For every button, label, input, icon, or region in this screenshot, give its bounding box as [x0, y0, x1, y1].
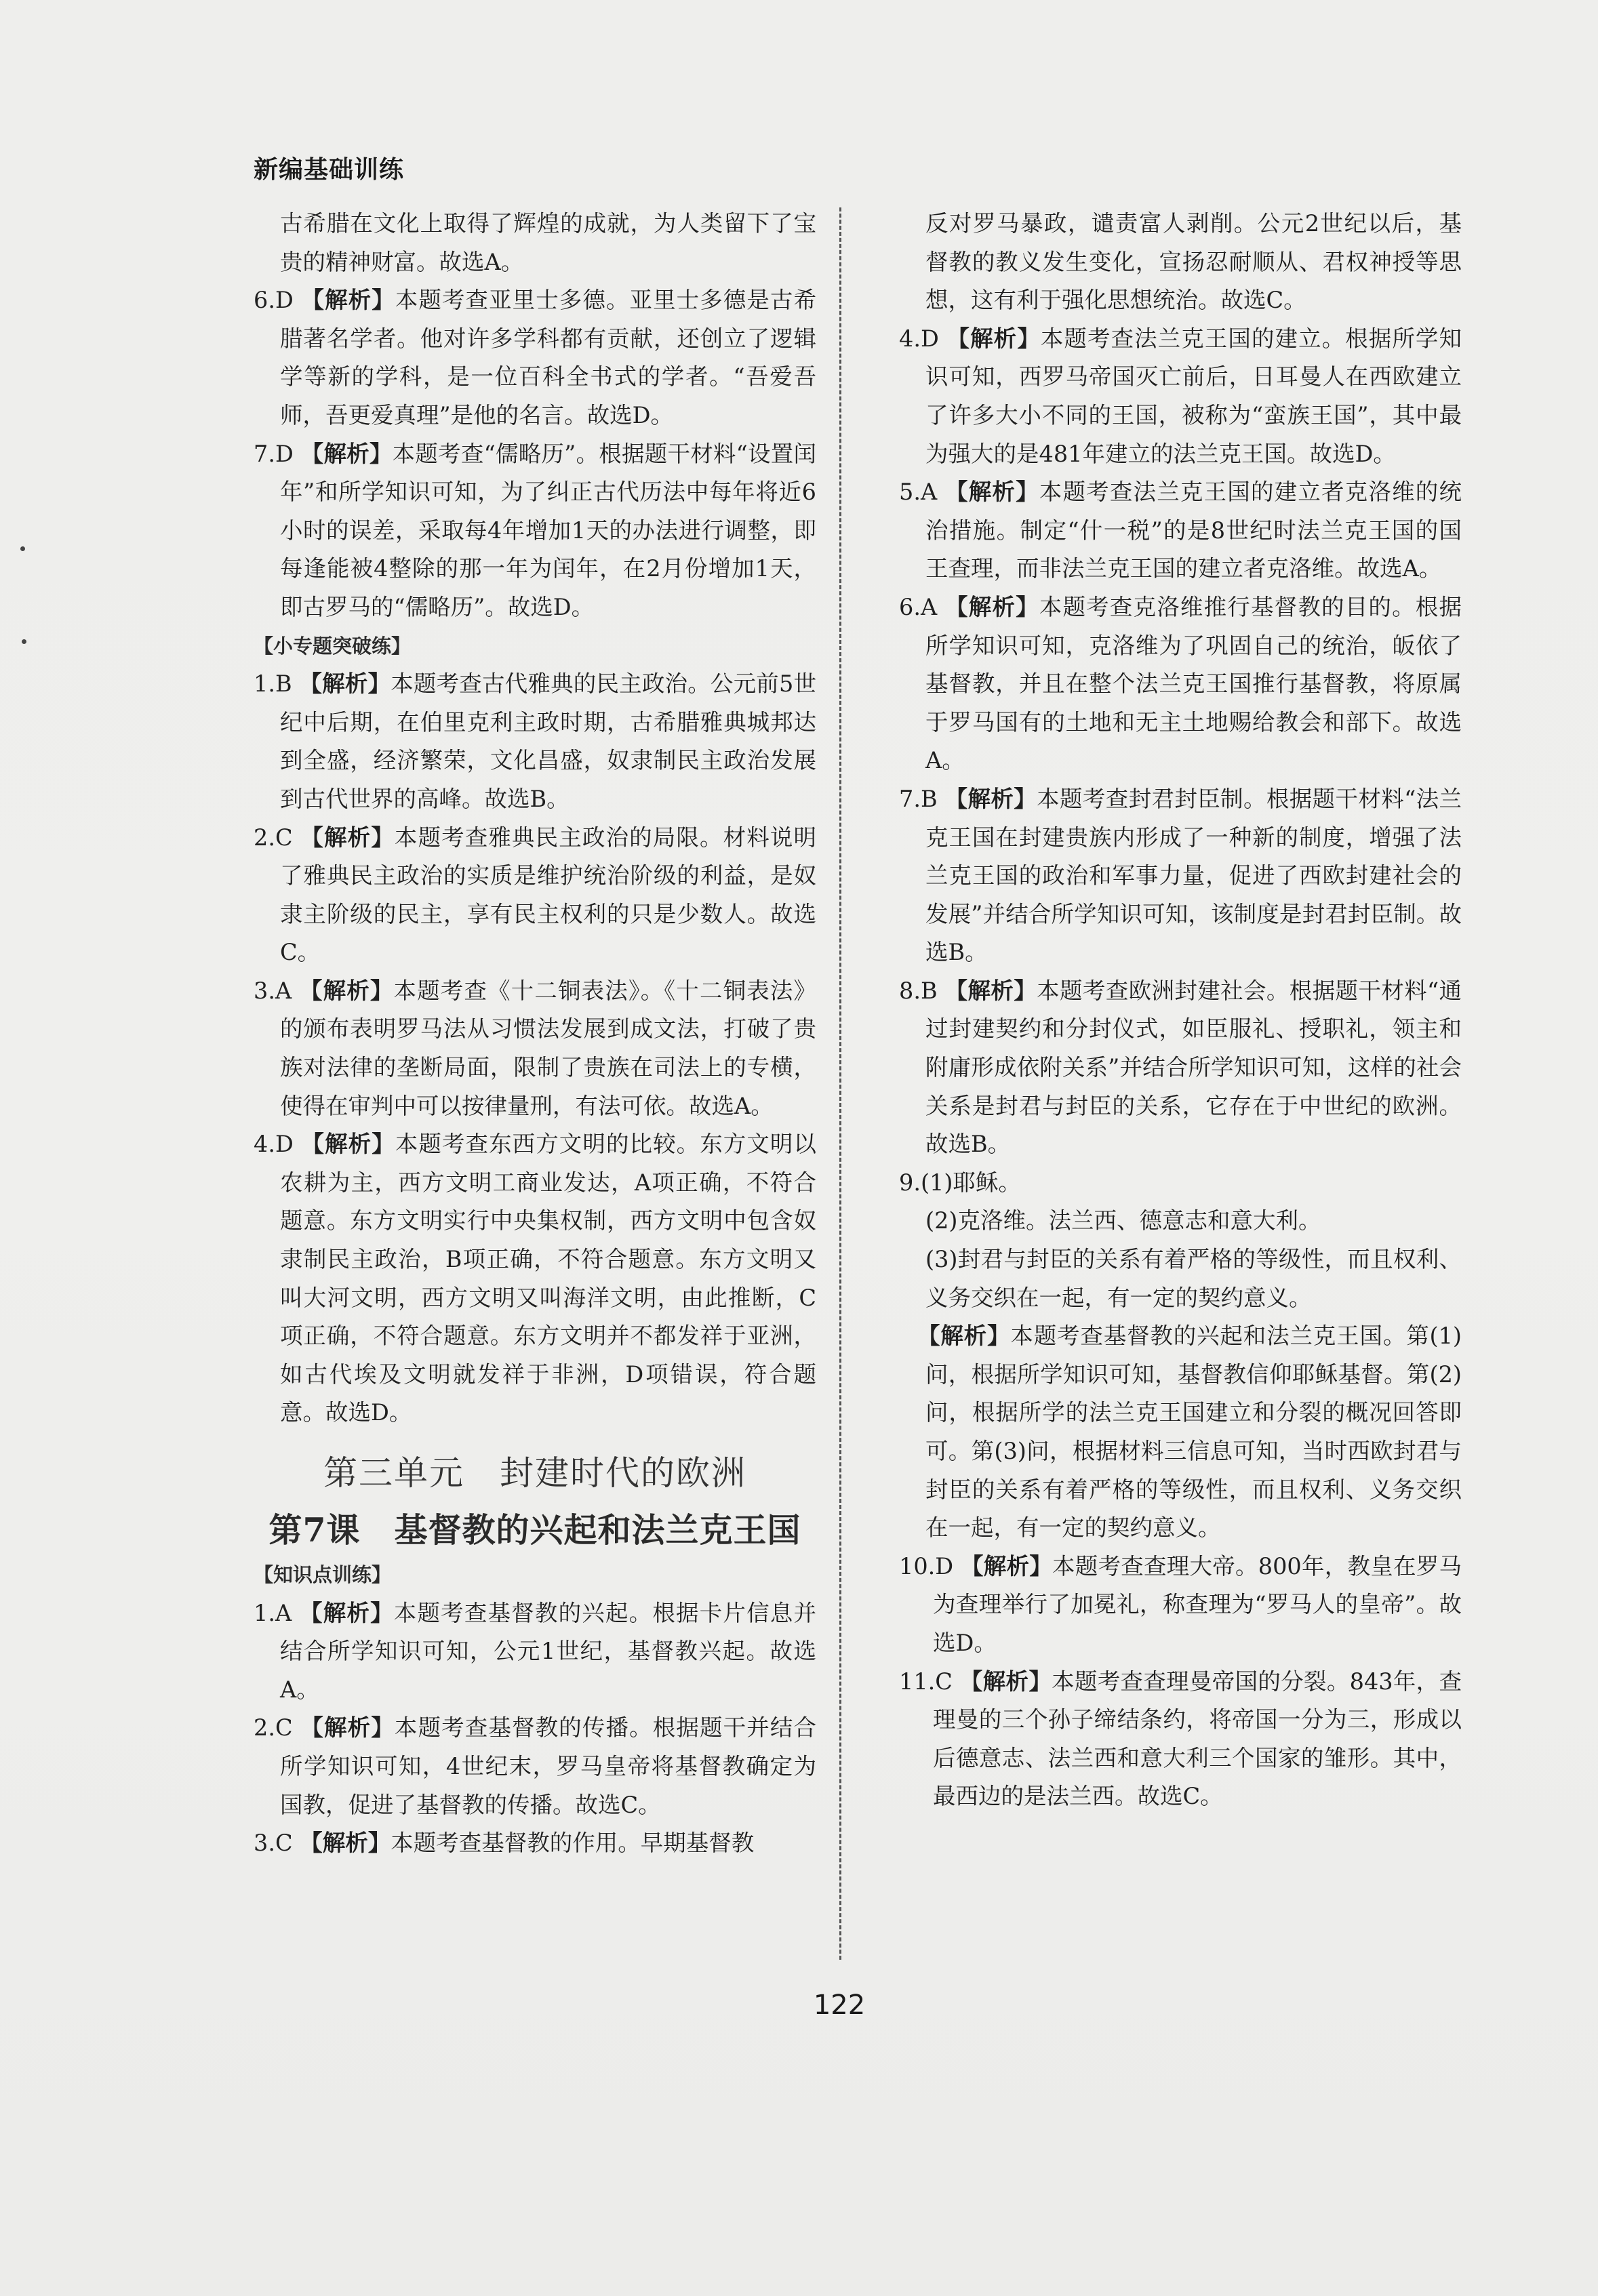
answer-number: 7.D [254, 440, 294, 467]
answer-item [899, 972, 1462, 1164]
answer-text: 本题考查雅典民主政治的局限。材料说明了雅典民主政治的实质是维护统治阶级的利益，是奴隶主阶级的民主，享有民主权利的只是少数人。故选C。 [280, 824, 817, 966]
answer-text: 本题考查查理曼帝国的分裂。843年，查理曼的三个孙子缔结条约，将帝国一分为三，形成以后德意志、法兰西和意大利三个国家的雏形。其中，最西边的是法兰西。故选C。 [933, 1668, 1462, 1810]
answer-text: 本题考查亚里士多德。亚里士多德是古希腊著名学者。他对许多学科都有贡献，还创立了逻辑学等新的学科，是一位百科全书式的学者。“吾爱吾师，吾更爱真理”是他的名言。故选D。 [280, 287, 816, 428]
answer-number: 2.C [254, 824, 293, 851]
answer-item [254, 665, 816, 818]
analysis-tag: 【解析】 [300, 1714, 395, 1741]
analysis-tag: 【解析】 [945, 593, 1039, 620]
answer-number: 6.A [899, 593, 938, 620]
answer-item [899, 780, 1462, 972]
answer-number: 5.A [899, 479, 938, 506]
analysis-tag: 【解析】 [944, 977, 1037, 1004]
scan-speck [20, 546, 25, 551]
answer-text: 本题考查东西方文明的比较。东方文明以农耕为主，西方文明工商业发达，A项正确，不符合题意。东方文明实行中央集权制，西方文明中包含奴隶制民主政治，B项正确，不符合题意。东方文明又叫大河文明，西方文明又叫海洋文明，由此推断，C项正确，不符合题意。东方文明并不都发祥于亚洲，如古代埃及文明就发祥于非洲，D项错误，符合题意。故选D。 [280, 1131, 816, 1426]
section-label-special-topic: 【小专题突破练】 [254, 634, 412, 658]
analysis-tag: 【解析】 [300, 440, 393, 467]
lesson-title: 第7课 基督教的兴起和法兰克王国 [268, 1510, 801, 1550]
analysis-tag: 【解析】 [961, 1552, 1053, 1579]
answer-item [254, 1594, 816, 1710]
answer-item [254, 819, 816, 972]
column-divider [839, 207, 841, 1960]
answer-number: 1.A [254, 1599, 292, 1626]
answer-number: 3.A [254, 977, 292, 1004]
answer-text: 本题考查法兰克王国的建立。根据所学知识可知，西罗马帝国灭亡前后，日耳曼人在西欧建立了许多大小不同的王国，被称为“蛮族王国”，其中最为强大的是481年建立的法兰克王国。故选D。 [925, 325, 1462, 467]
answer-number: 4.D [254, 1131, 294, 1158]
answer-text: 本题考查查理大帝。800年，教皇在罗马为查理举行了加冕礼，称查理为“罗马人的皇帝”。故选D。 [933, 1552, 1462, 1656]
book-title: 新编基础训练 [254, 156, 405, 184]
section-label-knowledge: 【知识点训练】 [254, 1563, 392, 1586]
answer-text: 本题考查欧洲封建社会。根据题干材料“通过封建契约和分封仪式，如臣服礼、授职礼，领主和附庸形成依附关系”并结合所学知识可知，这样的社会关系是封君与封臣的关系，它存在于中世纪的欧洲。故选B。 [925, 977, 1462, 1158]
answer-number: 6.D [254, 287, 294, 314]
analysis-tag: 【解析】 [300, 1599, 394, 1626]
analysis-tag: 【解析】 [917, 1323, 1011, 1350]
continued-text: 反对罗马暴政，谴责富人剥削。公元2世纪以后，基督教的教义发生变化，宣扬忍耐顺从、君权神授等思想，这有利于强化思想统治。故选C。 [925, 210, 1462, 314]
sub-answer: (1)耶稣。 [920, 1169, 1021, 1196]
answer-item [254, 1824, 816, 1863]
analysis-tag: 【解析】 [946, 325, 1041, 352]
analysis-tag: 【解析】 [301, 1131, 395, 1158]
analysis-tag: 【解析】 [300, 824, 395, 851]
answer-item [899, 473, 1462, 588]
analysis-tag: 【解析】 [299, 670, 391, 698]
unit-title: 第三单元 封建时代的欧洲 [323, 1453, 746, 1493]
answer-item [899, 1663, 1462, 1816]
analysis-tag: 【解析】 [944, 785, 1037, 812]
answer-text: 本题考查古代雅典的民主政治。公元前5世纪中后期，在伯里克利主政时期，古希腊雅典城邦达到全盛，经济繁荣，文化昌盛，奴隶制民主政治发展到古代世界的高峰。故选B。 [280, 670, 816, 812]
analysis-tag: 【解析】 [299, 977, 394, 1004]
answer-number: 10.D [899, 1552, 954, 1579]
answer-text: 本题考查克洛维推行基督教的目的。根据所学知识可知，克洛维为了巩固自己的统治，皈依了基督教，并且在整个法兰克王国推行基督教，将原属于罗马国有的土地和无主土地赐给教会和部下。故选A。 [925, 593, 1462, 774]
answer-item [899, 588, 1462, 780]
answer-number: 8.B [899, 977, 938, 1004]
answer-number: 9. [899, 1169, 921, 1196]
answer-text: 本题考查法兰克王国的建立者克洛维的统治措施。制定“什一税”的是8世纪时法兰克王国的国王查理，而非法兰克王国的建立者克洛维。故选A。 [925, 479, 1462, 582]
sub-answer: (3)封君与封臣的关系有着严格的等级性，而且权利、义务交织在一起，有一定的契约意义。 [925, 1246, 1462, 1311]
answer-text: 本题考查基督教的作用。早期基督教 [391, 1830, 755, 1857]
answer-text: 本题考查“儒略历”。根据题干材料“设置闰年”和所学知识可知，为了纠正古代历法中每年将近6小时的误差，采取每4年增加1天的办法进行调整，即每逢能被4整除的那一年为闰年，在2月份增加1天，即古罗马的“儒略历”。故选D。 [280, 440, 816, 620]
answer-number: 11.C [899, 1668, 953, 1695]
answer-item [899, 320, 1462, 473]
continued-text: 古希腊在文化上取得了辉煌的成就，为人类留下了宝贵的精神财富。故选A。 [280, 210, 816, 275]
answer-item [254, 972, 816, 1125]
answer-text: 本题考查《十二铜表法》。《十二铜表法》的颁布表明罗马法从习惯法发展到成文法，打破了贵族对法律的垄断局面，限制了贵族在司法上的专横，使得在审判中可以按律量刑，有法可依。故选A。 [280, 977, 817, 1119]
answer-number: 7.B [899, 785, 938, 812]
answer-number: 4.D [899, 325, 939, 352]
answer-item [254, 281, 816, 435]
left-column [254, 205, 816, 1863]
answer-text: 本题考查基督教的传播。根据题干并结合所学知识可知，4世纪末，罗马皇帝将基督教确定为国教，促进了基督教的传播。故选C。 [280, 1714, 817, 1818]
answer-number: 1.B [254, 670, 292, 698]
answer-number: 2.C [254, 1714, 293, 1741]
answer-item [254, 435, 816, 627]
answer-item [254, 1125, 816, 1432]
analysis-tag: 【解析】 [301, 287, 395, 314]
analysis-tag: 【解析】 [959, 1668, 1052, 1695]
page-number: 122 [813, 1990, 866, 2021]
analysis-text: 本题考查基督教的兴起和法兰克王国。第(1)问，根据所学知识可知，基督教信仰耶稣基督。第(2)问，根据所学的法兰克王国建立和分裂的概况回答即可。第(3)问，根据材料三信息可知，当时西欧封君与封臣的关系有着严格的等级性，而且权利、义务交织在一起，有一定的契约意义。 [925, 1323, 1462, 1542]
answer-text: 本题考查封君封臣制。根据题干材料“法兰克王国在封建贵族内形成了一种新的制度，增强了法兰克王国的政治和军事力量，促进了西欧封建社会的发展”并结合所学知识可知，该制度是封君封臣制。故选B。 [925, 785, 1462, 966]
scan-speck [22, 639, 26, 644]
answer-number: 3.C [254, 1830, 293, 1857]
analysis-tag: 【解析】 [945, 479, 1039, 506]
answer-item [254, 1709, 816, 1824]
answer-item [899, 1548, 1462, 1663]
analysis-paragraph [899, 1317, 1462, 1548]
analysis-tag: 【解析】 [300, 1830, 391, 1857]
answer-item [899, 1164, 1462, 1203]
right-column [899, 205, 1462, 1816]
sub-answer: (2)克洛维。法兰西、德意志和意大利。 [925, 1207, 1321, 1234]
answer-text: 本题考查基督教的兴起。根据卡片信息并结合所学知识可知，公元1世纪，基督教兴起。故选A。 [280, 1599, 817, 1703]
